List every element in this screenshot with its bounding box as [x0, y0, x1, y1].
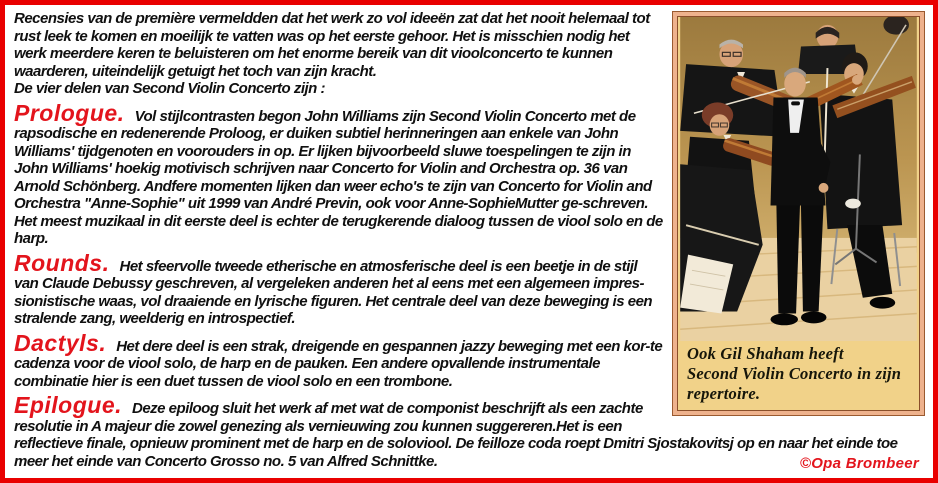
photo-frame-inner: [677, 16, 920, 411]
photo-caption-line: Second Violin Concerto in zijn: [687, 364, 902, 383]
section-heading-epilogue: Epilogue.: [14, 392, 122, 418]
section-body-dactyls: Het dere deel is een strak, dreigende en gespannen jazzy beweging met een kor-te cadenza voor de viool solo, de harp en de pauken. Een andere opvallende instrumentale combinatie hier is een duet tussen de viool solo en een trombone.: [14, 337, 663, 390]
orchestra-photo: [678, 17, 919, 341]
photo-caption-line: repertoire.: [687, 384, 761, 403]
author-credit: ©Opa Brombeer: [799, 455, 919, 472]
photo-caption: [678, 341, 919, 410]
photo-frame: [673, 12, 924, 415]
article-body: [5, 5, 933, 470]
section-body-prologue: Vol stijlcontrasten begon John Williams zijn Second Violin Concerto met de rapsodische en redenerende Proloog, er duiken subtiel herinneringen aan enkele van John Williams' tijdgenoten en voorouders in op. Er lijken bijvoorbeeld sluwe toespelingen te zijn in John Williams' hoekig motivisch schrijven naar Concerto for Violin and Orchestra op. 36 van Arnold Schönberg. Andfere momenten lijken dan weer echo's te zijn van Concerto for Violin and Orchestra "Anne-Sophie" uit 1999 van André Previn, ook voor Anne-SophieMutter ge-schreven. Het meest muzikaal in dit eerste deel is echter de terugkerende dialoog tussen de viool solo en de harp.: [14, 107, 663, 247]
intro-paragraph: Recensies van de première vermeldden dat het werk zo vol ideeën zat dat het nooit helemaal tot rust leek te komen en moeilijk te vatten was op het eerste gehoor. Het is misschien nodig het werk meerdere keren te beluisteren om het enorme bereik van dit vioolconcerto te kunnen waarderen, uiteindelijk getuigt het toch van zijn kracht.: [14, 10, 650, 80]
section-heading-prologue: Prologue.: [14, 99, 125, 126]
section-body-epilogue: Deze epiloog sluit het werk af met wat de componist beschrijft als een zachte resolutie in A majeur die zowel genezing als vernieuwing zou kunnen suggereren.Het is een reflectieve finale, opnieuw prominent met de harp en de soloviool. De feilloze coda roept Dmitri Sjostakovitsj op en naar het einde toe meer het einde van Concerto Grosso no. 5 van Alfred Schnittke.: [14, 400, 898, 470]
photo-caption-line: Ook Gil Shaham heeft: [687, 344, 844, 363]
section-body-rounds: Het sfeervolle tweede etherische en atmosferische deel is een beetje in de stijl van Claude Debussy geschreven, al vergeleken anderen het al eens met een algemeen impres-sionistische waas, vol draaiende en lyrische figuren. Het centrale deel van deze beweging is een stralende zang, weelderig en introspectief.: [14, 257, 653, 327]
section-heading-rounds: Rounds.: [14, 249, 110, 276]
section-heading-dactyls: Dactyls.: [14, 329, 107, 356]
intro-subtitle: De vier delen van Second Violin Concerto zijn :: [14, 80, 326, 97]
